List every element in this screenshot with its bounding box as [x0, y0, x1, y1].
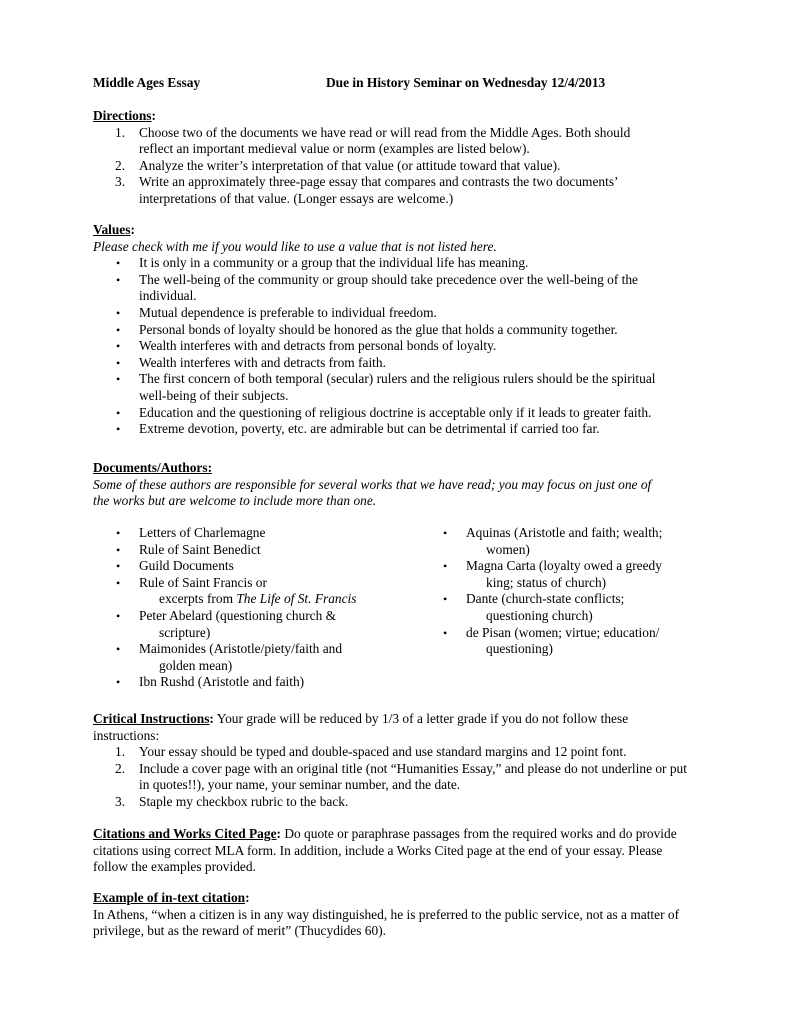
list-item: 2. Include a cover page with an original title (not “Humanities Essay,” and please do not underline or put in quotes!!), your name, your seminar number, and the date. [115, 760, 687, 793]
critical-section: Critical Instructions: Your grade will be reduced by 1/3 of a letter grade if you do not follow these instructions: 1. Your essay should be typed and double-spaced and use standard margins and 12 point font. 2. Include a cover page with an original title (not “Humanities Essay,” and please do not underline or put in quotes!!), your name, your seminar number, and the date. 3. Staple my checkbox rubric to the back. [93, 711, 705, 811]
directions-heading: Directions [93, 108, 152, 123]
values-list [93, 255, 705, 438]
values-heading: Values [93, 222, 131, 237]
list-item: • The first concern of both temporal (secular) rulers and the religious rulers should be the spiritual well-being of their subjects. [116, 371, 656, 403]
example-citation: In Athens, “when a citizen is in any way distinguished, he is preferred to the public service, not as a matter of privilege, but as the reward of merit” (Thucydides 60). [93, 906, 680, 939]
document-header [93, 75, 705, 92]
document-title: Middle Ages Essay [93, 75, 201, 90]
list-item: • Aquinas (Aristotle and faith; wealth; women) [443, 525, 663, 557]
list-item: • de Pisan (women; virtue; education/ questioning) [443, 624, 660, 657]
list-item: • Peter Abelard (questioning church & scripture) [116, 607, 337, 640]
list-item: • Letters of Charlemagne [116, 525, 266, 540]
list-item: • Wealth interferes with and detracts from faith. [116, 354, 386, 370]
documents-list-right [420, 525, 710, 658]
values-intro: Please check with me if you would like to use a value that is not listed here. [93, 238, 497, 254]
example-heading: Example of in-text citation [93, 890, 246, 905]
list-item: 2. Analyze the writer’s interpretation of that value (or attitude toward that value). [115, 157, 561, 173]
directions-section: Directions: 1. Choose two of the documents we have read or will read from the Middle Ages. Both should reflect an important medieval value or norm (examples are listed below). 2. Analyze the writer’s interpretation of that value (or attitude toward that value). 3. Write an approximately three-page essay that compares and contrasts the two documents’ interpretations of that value. (Longer essays are welcome.) [93, 108, 705, 208]
critical-list [93, 744, 705, 810]
list-item: • It is only in a community or a group that the individual life has meaning. [116, 255, 529, 271]
list-item: • Personal bonds of loyalty should be honored as the glue that holds a community together. [116, 321, 618, 337]
documents-section [93, 460, 705, 510]
list-item: • Rule of Saint Benedict [116, 541, 261, 557]
list-item: • Guild Documents [116, 558, 234, 574]
list-item: 3. Staple my checkbox rubric to the back. [115, 793, 349, 809]
list-item: 3. Write an approximately three-page essay that compares and contrasts the two documents’ interpretations of that value. (Longer essays are welcome.) [115, 174, 619, 206]
list-item: • Extreme devotion, poverty, etc. are admirable but can be detrimental if carried too far. [116, 421, 600, 437]
list-item: • Dante (church-state conflicts; questioning church) [443, 591, 625, 623]
directions-list [93, 125, 705, 208]
example-section: Example of in-text citation: In Athens, “when a citizen is in any way distinguished, he is preferred to the public service, not as a matter of privilege, but as the reward of merit” (Thucydides 60). [93, 890, 705, 940]
list-item: 1. Your essay should be typed and double-spaced and use standard margins and 12 point font. [115, 744, 627, 760]
list-item: • Maimonides (Aristotle/piety/faith and golden mean) [116, 641, 343, 673]
list-item: • The well-being of the community or group should take precedence over the well-being of the individual. [116, 271, 639, 304]
documents-heading: Documents/Authors: [93, 460, 213, 475]
list-item: • Magna Carta (loyalty owed a greedy king; status of church) [443, 558, 662, 590]
list-item: • Wealth interferes with and detracts from personal bonds of loyalty. [116, 338, 497, 354]
critical-heading: Critical Instructions [93, 711, 210, 726]
citations-heading: Citations and Works Cited Page [93, 826, 277, 841]
list-item: • Ibn Rushd (Aristotle and faith) [116, 674, 305, 690]
due-date: Due in History Seminar on Wednesday 12/4/2013 [326, 75, 606, 90]
list-item: • Education and the questioning of religious doctrine is acceptable only if it leads to greater faith. [116, 404, 652, 420]
documents-intro: Some of these authors are responsible for several works that we have read; you may focus on just one of the works but are welcome to include more than one. [93, 476, 652, 509]
citations-section: Citations and Works Cited Page: Do quote or paraphrase passages from the required works and do provide citations using correct MLA form. In addition, include a Works Cited page at the end of your essay. Please follow the examples provided. [93, 826, 677, 875]
documents-list-left [93, 525, 393, 691]
list-item: • Mutual dependence is preferable to individual freedom. [116, 304, 437, 320]
list-item: 1. Choose two of the documents we have read or will read from the Middle Ages. Both should reflect an important medieval value or norm (examples are listed below). [115, 124, 631, 157]
values-section: Values: Please check with me if you would like to use a value that is not listed here. • It is only in a community or a group that the individual life has meaning. • The well-being of the community or group should take precedence over the well-being of the individual. • Mutual dependence is preferable to individual freedom. • Personal bonds of loyalty should be honored as the glue that holds a community together. • Wealth interferes with and detracts from personal bonds of loyalty. • Wealth interferes with and detracts from faith. • The first concern of both temporal (secular) rulers and the religious rulers should be the spiritual well-being of their subjects. • Education and the questioning of religious doctrine is acceptable only if it leads to greater faith. • Extreme devotion, poverty, etc. are admirable but can be detrimental if carried too far. [93, 222, 705, 438]
list-item: • Rule of Saint Francis or excerpts from The Life of St. Francis [116, 574, 357, 607]
